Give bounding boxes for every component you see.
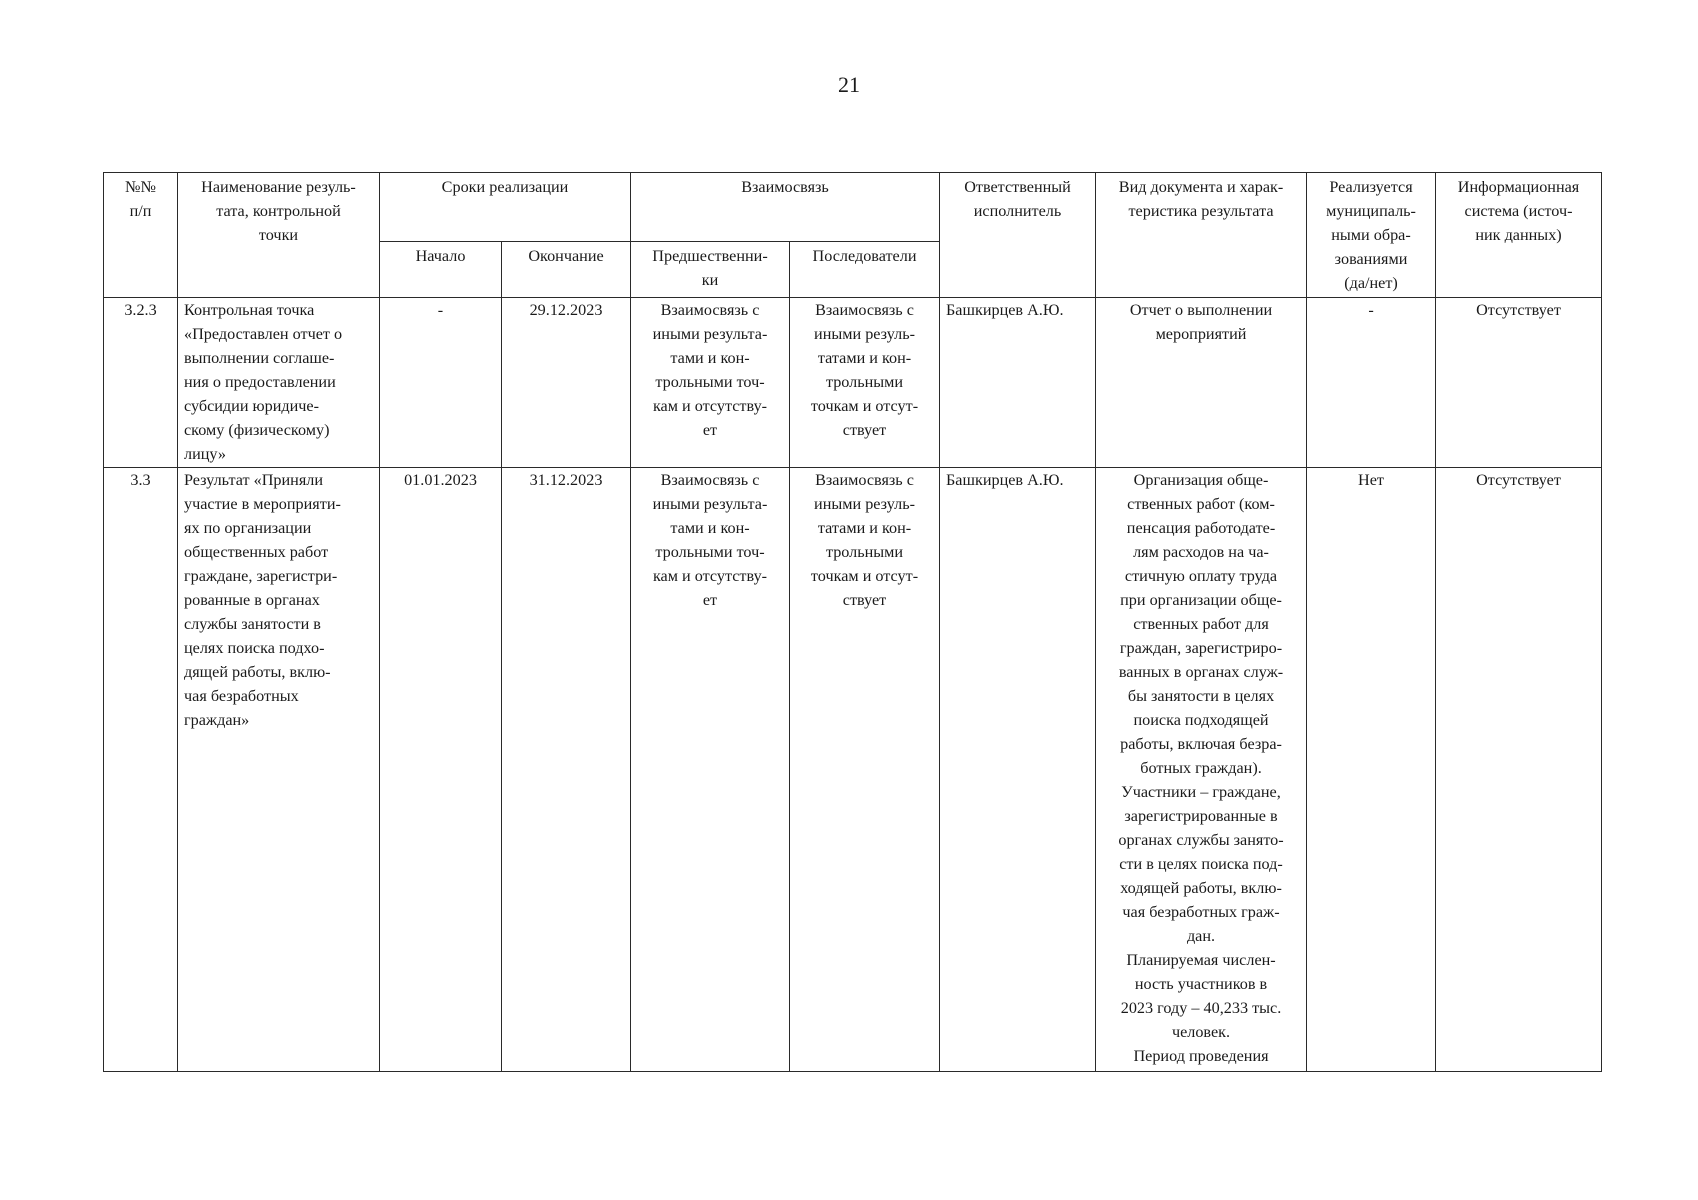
header-name: Наименование резуль- тата, контрольной точки — [178, 173, 380, 298]
cell-municipal: - — [1307, 298, 1436, 468]
results-table — [103, 172, 1602, 1072]
table-header-row — [104, 173, 1602, 242]
cell-info-system: Отсутствует — [1436, 298, 1602, 468]
cell-doc-type: Организация обще- ственных работ (ком- пенсация работодате- лям расходов на ча- стичную оплату труда при организации обще- ственных работ для граждан, зарегистриро- ванных в органах служ- бы занятости в целях поиска подходящей работы, включая безра- ботных граждан). Участники – граждане, зарегистрированные в органах службы занято- сти в целях поиска под- ходящей работы, вклю- чая безработных граж- дан. Планируемая числен- ность участников в 2023 году – 40,233 тыс. человек. Период проведения — [1096, 468, 1307, 1072]
cell-end: 29.12.2023 — [502, 298, 631, 468]
cell-end: 31.12.2023 — [502, 468, 631, 1072]
header-municipal: Реализуется муниципаль- ными обра- зованиями (да/нет) — [1307, 173, 1436, 298]
table-row — [104, 468, 1602, 1072]
cell-responsible: Башкирцев А.Ю. — [940, 468, 1096, 1072]
header-info-system: Информационная система (источ- ник данных) — [1436, 173, 1602, 298]
header-terms: Сроки реализации — [380, 173, 631, 242]
cell-successors: Взаимосвязь с иными резуль- татами и кон- трольными точкам и отсут- ствует — [790, 468, 940, 1072]
cell-doc-type: Отчет о выполнении мероприятий — [1096, 298, 1307, 468]
header-predecessors: Предшественни- ки — [631, 242, 790, 298]
header-relation: Взаимосвязь — [631, 173, 940, 242]
cell-successors: Взаимосвязь с иными резуль- татами и кон- трольными точкам и отсут- ствует — [790, 298, 940, 468]
cell-name: Контрольная точка «Предоставлен отчет о выполнении соглаше- ния о предоставлении субсидии юридиче- скому (физическому) лицу» — [178, 298, 380, 468]
header-doc-type: Вид документа и харак- теристика результата — [1096, 173, 1307, 298]
header-start: Начало — [380, 242, 502, 298]
cell-predecessors: Взаимосвязь с иными результа- тами и кон- трольными точ- кам и отсутству- ет — [631, 298, 790, 468]
cell-num: 3.3 — [104, 468, 178, 1072]
cell-responsible: Башкирцев А.Ю. — [940, 298, 1096, 468]
cell-name: Результат «Приняли участие в мероприяти- ях по организации общественных работ граждане, зарегистри- рованные в органах службы занятости в целях поиска подхо- дящей работы, вклю- чая безработных граждан» — [178, 468, 380, 1072]
cell-num: 3.2.3 — [104, 298, 178, 468]
header-responsible: Ответственный исполнитель — [940, 173, 1096, 298]
cell-start: - — [380, 298, 502, 468]
page-number: 21 — [838, 72, 860, 97]
header-successors: Последователи — [790, 242, 940, 298]
table-row — [104, 298, 1602, 468]
header-num: №№ п/п — [104, 173, 178, 298]
header-end: Окончание — [502, 242, 631, 298]
cell-info-system: Отсутствует — [1436, 468, 1602, 1072]
cell-municipal: Нет — [1307, 468, 1436, 1072]
cell-predecessors: Взаимосвязь с иными результа- тами и кон- трольными точ- кам и отсутству- ет — [631, 468, 790, 1072]
cell-start: 01.01.2023 — [380, 468, 502, 1072]
